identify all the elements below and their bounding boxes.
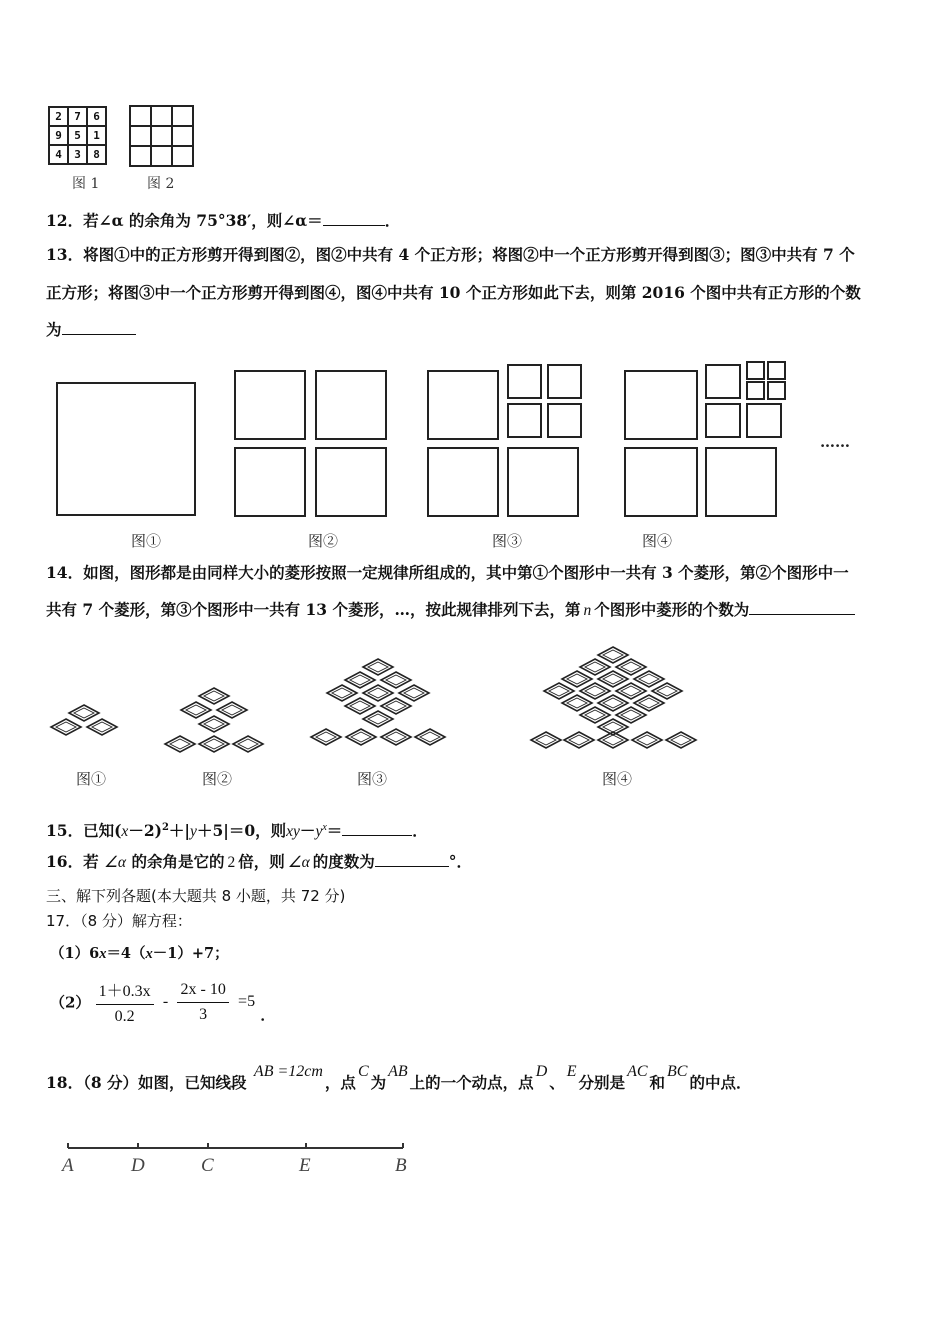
minus-sign: - (162, 993, 169, 1010)
rhombus (165, 736, 195, 752)
rhombus (346, 729, 376, 745)
rhombus (562, 695, 592, 711)
question-text: （8 分）如图，已知线段 (83, 1073, 247, 1092)
equation-text: ＝4（ (106, 945, 146, 962)
square (548, 404, 581, 437)
segment-ab: AB (388, 1063, 408, 1080)
rhombus (562, 671, 592, 687)
rhombus (327, 685, 357, 701)
rhombus (666, 732, 696, 748)
rhombus (199, 736, 229, 752)
question-text: 的中点． (689, 1073, 752, 1092)
square (508, 404, 541, 437)
magic-cell: 6 (87, 107, 106, 126)
rhombus (345, 672, 375, 688)
rhombus (51, 719, 81, 735)
square (548, 365, 581, 398)
rhombus (580, 683, 610, 699)
question-number: 16． (46, 852, 84, 871)
rhombus-figure (0, 645, 950, 765)
numerator: 2x - 10 (177, 981, 228, 1003)
fraction (96, 978, 154, 1026)
question-17-part2 (50, 978, 275, 1026)
point-label-c: C (201, 1155, 214, 1176)
rhombus (381, 729, 411, 745)
variable-n: n (583, 602, 592, 619)
square (747, 382, 764, 399)
figure-caption: 图④ (642, 532, 673, 550)
part-label: （1） (50, 945, 90, 962)
line-segment-figure (60, 1138, 420, 1158)
question-text: 将图①中的正方形剪开得到图②，图②中共有 4 个正方形；将图②中一个正方形剪开得到图③；图③中共有 7 个 (83, 245, 855, 264)
question-14-line1 (46, 563, 849, 583)
answer-blank (749, 600, 855, 615)
square (706, 365, 740, 398)
figure-caption: 图② (308, 532, 339, 550)
rhombus (580, 707, 610, 723)
denominator: 3 (199, 1005, 208, 1023)
question-number: 18． (46, 1073, 84, 1092)
segment-length: AB =12cm (253, 1063, 323, 1080)
number: 2 (227, 854, 236, 871)
question-text: 、 (549, 1073, 565, 1092)
question-14-line2 (46, 600, 855, 621)
square (57, 383, 195, 515)
fraction (177, 981, 228, 1024)
square (428, 448, 498, 516)
question-text: 的度数为 (312, 852, 375, 871)
question-12 (46, 211, 400, 231)
segment-ac: AC (627, 1063, 648, 1080)
question-text: 为 (46, 320, 62, 339)
variable-y: y (190, 823, 197, 841)
empty-grid-figure2 (129, 105, 194, 167)
point-c: C (357, 1063, 369, 1080)
rhombus (381, 672, 411, 688)
rhombus (311, 729, 341, 745)
part-label: （2） (50, 993, 91, 1012)
magic-cell: 5 (68, 126, 87, 145)
equals: =5 (238, 993, 256, 1010)
question-text: ． (412, 821, 428, 841)
figure-caption: 图③ (492, 532, 523, 550)
equation-text: 6 (89, 945, 100, 962)
square (316, 448, 386, 516)
period: ． (260, 1006, 276, 1024)
question-number: 13． (46, 245, 84, 264)
exponent: x (322, 822, 327, 833)
question-text: 若∠α 的余角为 75°38′，则∠α＝ (83, 211, 323, 230)
rhombus (233, 736, 263, 752)
magic-cell: 7 (68, 107, 87, 126)
variable-xy: xy (286, 823, 300, 841)
figure-caption: 图① (76, 770, 107, 788)
denominator: 0.2 (114, 1008, 135, 1025)
rhombus (564, 732, 594, 748)
question-15 (46, 818, 428, 842)
rhombus (598, 647, 628, 663)
magic-cell: 3 (68, 145, 87, 164)
question-text: ＋| (168, 821, 191, 841)
rhombus (69, 705, 99, 721)
square (768, 362, 785, 379)
point-label-a: A (62, 1155, 74, 1176)
rhombus (531, 732, 561, 748)
question-text: ． (384, 211, 401, 230)
point-label-e: E (299, 1155, 311, 1176)
figure1-caption: 图 1 (72, 176, 100, 192)
question-13-line2: 正方形；将图③中一个正方形剪开得到图④，图④中共有 10 个正方形如此下去，则第 2016 个图中共有正方形的个数 (46, 283, 861, 302)
rhombus (598, 695, 628, 711)
variable-x: x (145, 946, 153, 962)
square (235, 448, 305, 516)
magic-cell: 8 (87, 145, 106, 164)
answer-blank (342, 821, 412, 836)
section-heading: 三、解下列各题(本大题共 8 小题，共 72 分) (46, 887, 346, 905)
square (706, 448, 776, 516)
question-number: 14． (46, 563, 84, 582)
question-text: 共有 7 个菱形，第③个图形中一共有 13 个菱形，…，按此规律排列下去，第 (46, 600, 581, 619)
question-number: 12． (46, 211, 84, 230)
rhombus (199, 688, 229, 704)
question-number: 17． (46, 912, 81, 930)
angle-alpha: ∠α (104, 854, 127, 871)
figure-caption: 图④ (602, 770, 633, 788)
rhombus (616, 659, 646, 675)
question-text: ，点 (324, 1073, 356, 1092)
question-text: 已知( (83, 821, 122, 841)
magic-cell: 1 (87, 126, 106, 145)
question-text: 个图形中菱形的个数为 (594, 600, 750, 619)
exponent: 2 (161, 822, 169, 833)
answer-blank (375, 852, 449, 867)
rhombus (363, 685, 393, 701)
figure2-caption: 图 2 (147, 176, 175, 192)
rhombus (217, 702, 247, 718)
squares-figure (0, 355, 950, 525)
ellipsis: …… (820, 433, 850, 451)
square (316, 371, 386, 439)
question-text: 和 (649, 1073, 666, 1092)
question-text: 的余角是它的 (131, 852, 225, 871)
question-17-part1 (50, 944, 229, 964)
rhombus (181, 702, 211, 718)
square (508, 448, 578, 516)
variable-x: x (121, 823, 129, 841)
square (508, 365, 541, 398)
square (768, 382, 785, 399)
rhombus (199, 716, 229, 732)
question-text: 为 (370, 1073, 387, 1092)
question-number: 15． (46, 821, 84, 841)
square (625, 448, 697, 516)
rhombus (652, 683, 682, 699)
question-13-line1 (46, 245, 855, 265)
equation-text: －1）+7； (152, 945, 229, 962)
rhombus (634, 695, 664, 711)
figure-caption: 图① (131, 532, 162, 550)
question-text: 倍，则 (238, 852, 285, 871)
rhombus (87, 719, 117, 735)
question-text: ＝ (326, 821, 343, 841)
rhombus (544, 683, 574, 699)
rhombus (399, 685, 429, 701)
question-16 (46, 852, 472, 873)
question-text: 分别是 (578, 1073, 626, 1092)
rhombus (415, 729, 445, 745)
point-label-d: D (131, 1155, 145, 1176)
rhombus (634, 671, 664, 687)
rhombus (381, 698, 411, 714)
question-text: °． (448, 852, 473, 871)
segment-bc: BC (667, 1063, 688, 1080)
magic-square-figure1 (48, 106, 107, 165)
figure-caption: 图② (202, 770, 233, 788)
question-17 (46, 911, 192, 931)
square (235, 371, 305, 439)
variable-x: x (99, 946, 107, 962)
answer-blank (323, 211, 385, 226)
magic-cell: 9 (49, 126, 68, 145)
answer-blank (62, 320, 136, 335)
question-text: ＋5|＝0，则 (196, 821, 287, 841)
rhombus (598, 671, 628, 687)
point-label-b: B (395, 1155, 407, 1176)
question-18 (46, 1063, 752, 1094)
point-e: E (566, 1063, 577, 1080)
rhombus (345, 698, 375, 714)
rhombus (363, 659, 393, 675)
magic-cell: 4 (49, 145, 68, 164)
square (747, 404, 781, 437)
question-text: －2) (128, 821, 162, 841)
question-text: 如图，图形都是由同样大小的菱形按照一定规律所组成的，其中第①个图形中一共有 3 个菱形，第②个图形中一 (83, 563, 849, 582)
rhombus (632, 732, 662, 748)
rhombus (580, 659, 610, 675)
figure-caption: 图③ (357, 770, 388, 788)
rhombus (616, 707, 646, 723)
square (706, 404, 740, 437)
angle-alpha: ∠α (287, 854, 310, 871)
variable-y: y (315, 823, 323, 841)
rhombus (363, 711, 393, 727)
point-d: D (535, 1063, 548, 1080)
rhombus (616, 683, 646, 699)
numerator: 1＋0.3x (96, 978, 154, 1005)
square (625, 371, 697, 439)
question-text: （8 分）解方程： (80, 912, 192, 930)
magic-cell: 2 (49, 107, 68, 126)
square (747, 362, 764, 379)
question-text: 若 (83, 852, 99, 871)
question-text: － (299, 821, 316, 841)
question-13-line3 (46, 320, 136, 340)
question-text: 上的一个动点，点 (409, 1073, 534, 1092)
square (428, 371, 498, 439)
